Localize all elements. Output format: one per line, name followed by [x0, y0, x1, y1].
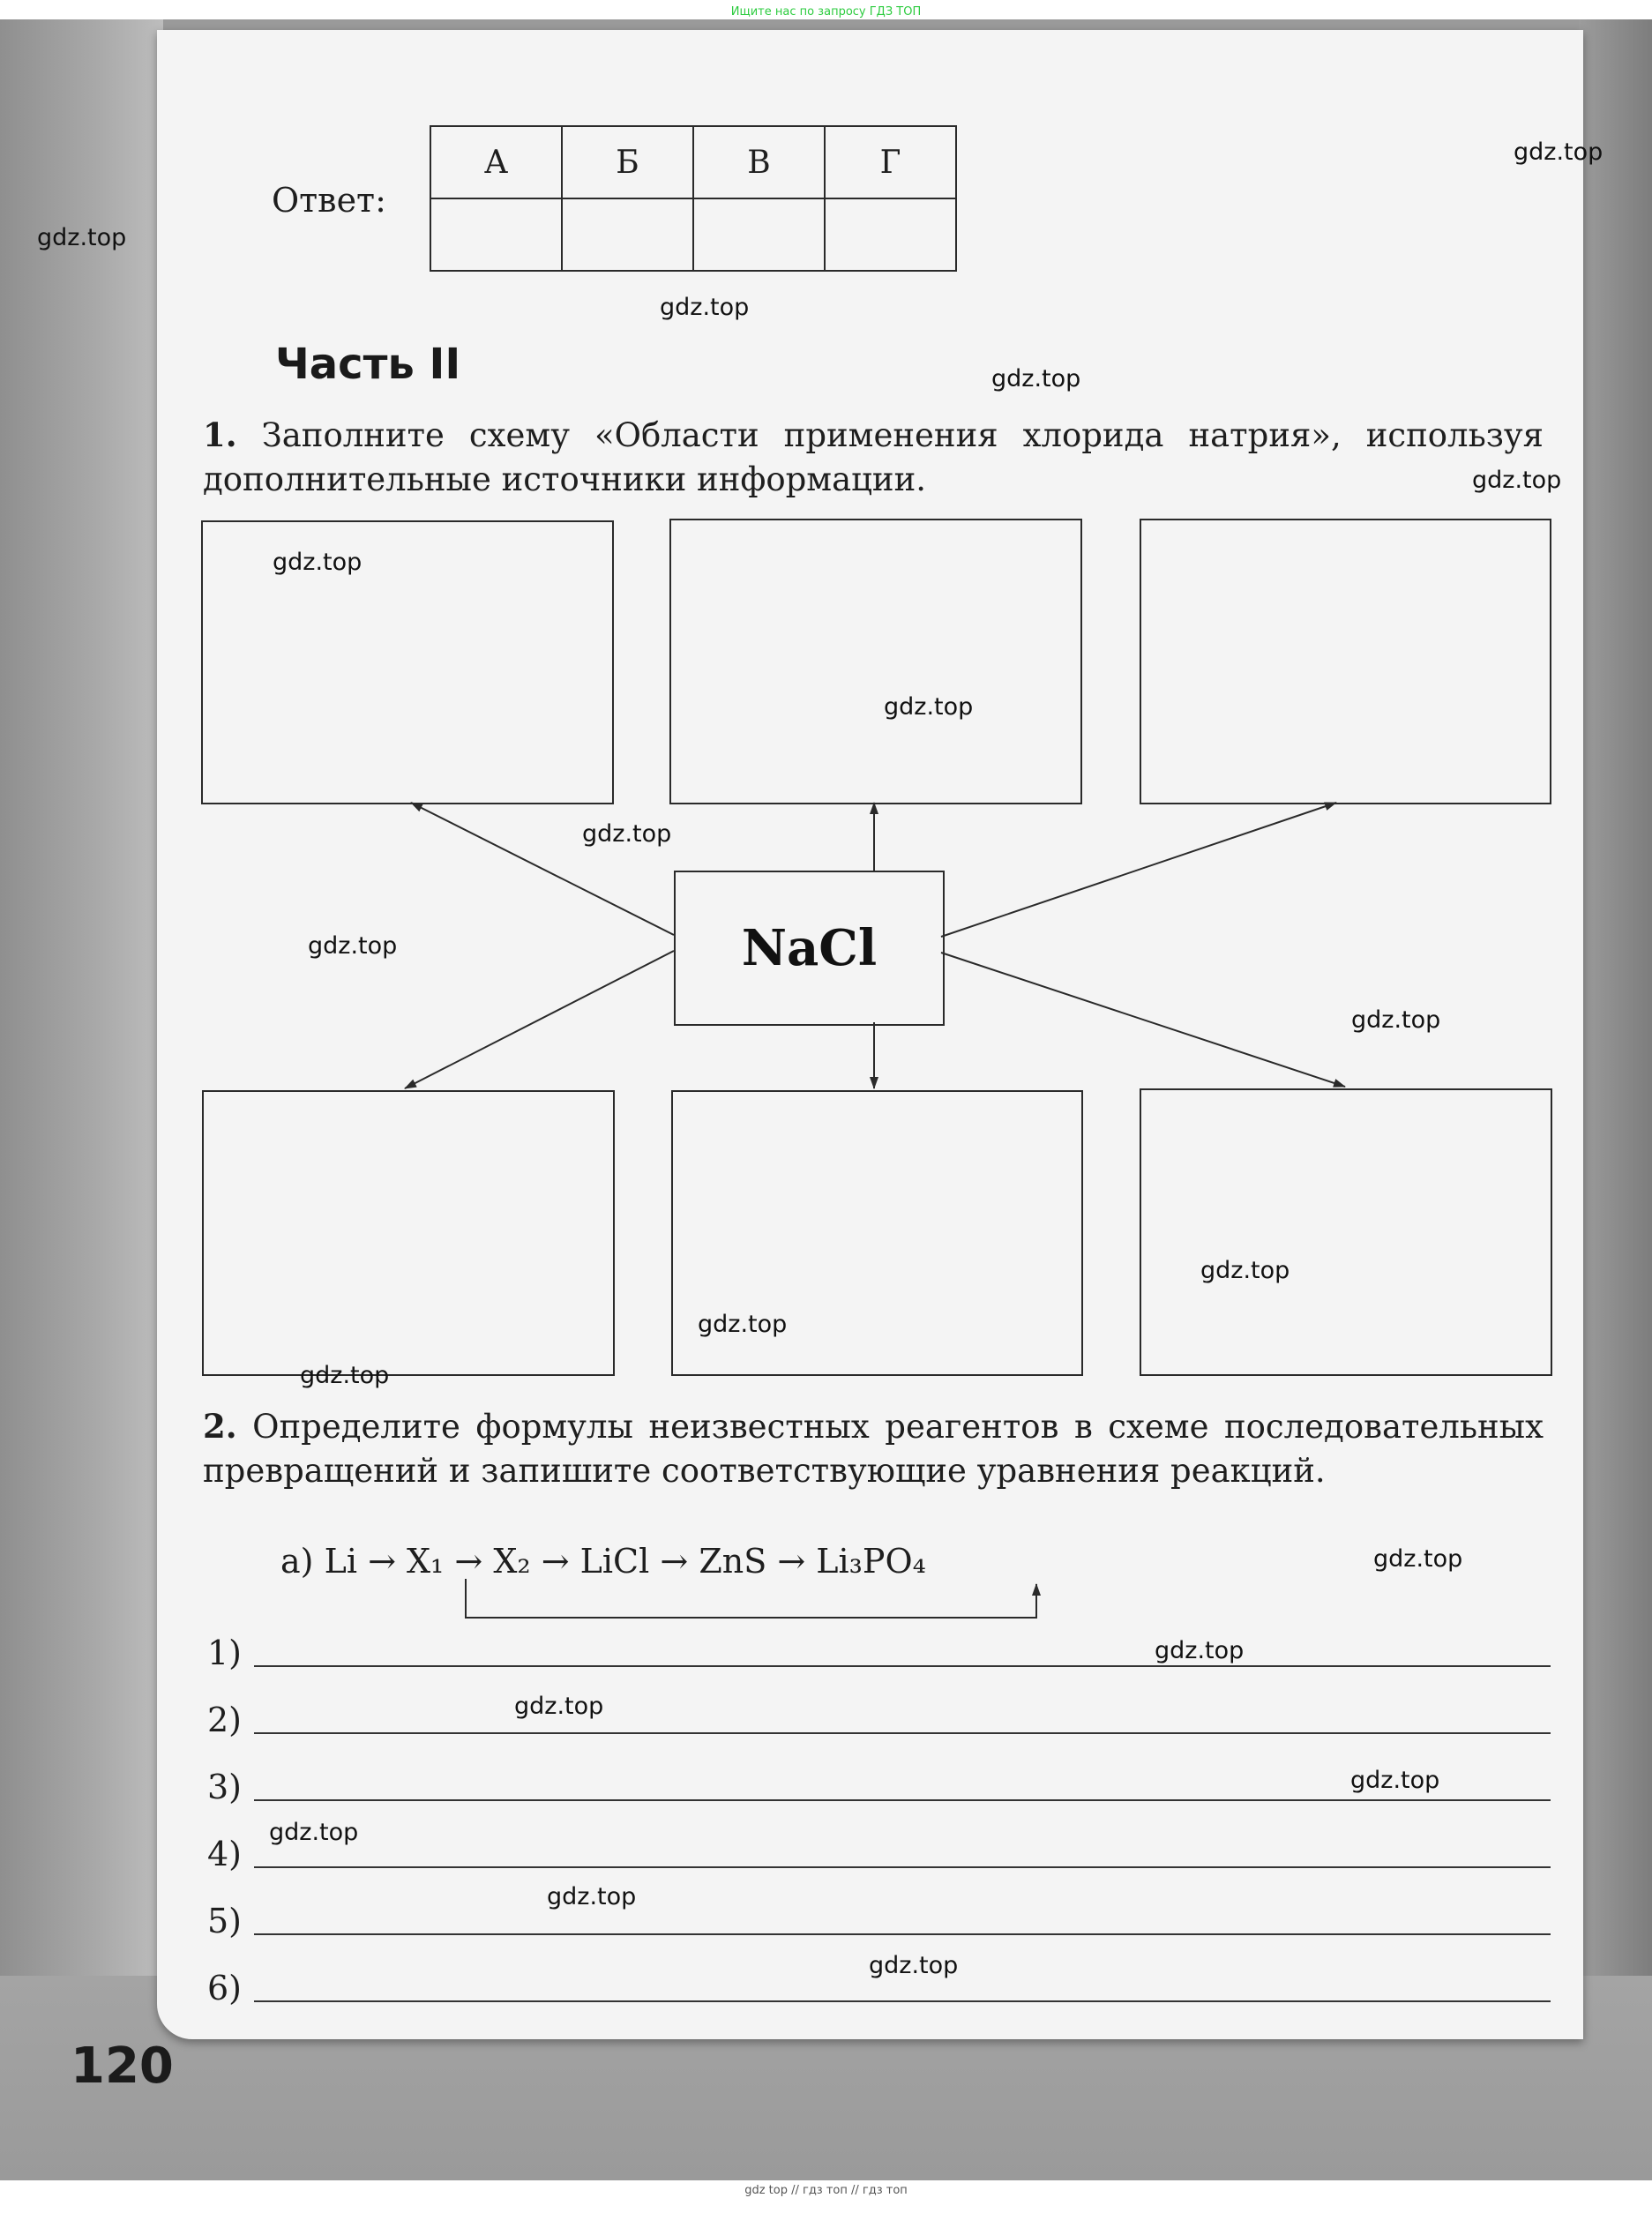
chain-bracket — [466, 1579, 1036, 1618]
watermark: gdz.top — [269, 1819, 359, 1846]
arrow-to-bottom-right — [941, 953, 1345, 1087]
chain-arrow: → — [454, 1542, 483, 1581]
watermark: gdz.top — [1155, 1637, 1245, 1664]
chain-arrow: → — [541, 1542, 570, 1581]
watermark: gdz.top — [698, 1311, 788, 1338]
watermark: gdz.top — [869, 1952, 959, 1979]
chain-item: Li — [324, 1542, 357, 1581]
watermark: gdz.top — [582, 820, 672, 848]
answer-write-line[interactable] — [254, 1866, 1551, 1868]
watermark: gdz.top — [1472, 467, 1562, 494]
section-title: Часть II — [275, 340, 461, 389]
bottom-footer[interactable]: gdz top // гдз топ // гдз топ — [744, 2184, 908, 2197]
nacl-center-box: NaCl — [674, 871, 945, 1026]
watermark: gdz.top — [1350, 1767, 1440, 1794]
watermark: gdz.top — [308, 932, 398, 960]
watermark: gdz.top — [1373, 1545, 1463, 1573]
chain-item: ZnS — [699, 1542, 767, 1581]
watermark: gdz.top — [884, 693, 974, 721]
answer-line-number: 4) — [207, 1835, 243, 1873]
watermark: gdz.top — [1200, 1257, 1290, 1284]
task-2-prompt — [203, 1404, 1544, 1493]
watermark: gdz.top — [273, 549, 363, 576]
watermark: gdz.top — [547, 1883, 637, 1910]
arrow-to-bottom-left — [405, 951, 674, 1088]
chain-arrow: → — [660, 1542, 689, 1581]
answer-write-line[interactable] — [254, 1799, 1551, 1801]
answer-line-number: 2) — [207, 1701, 243, 1739]
watermark: gdz.top — [991, 365, 1081, 393]
answer-line-number: 1) — [207, 1634, 243, 1672]
chain-item: X₂ — [493, 1542, 531, 1581]
chain-label: а) — [280, 1542, 314, 1581]
answer-line-number: 6) — [207, 1969, 243, 2007]
answer-header-b: Б — [562, 126, 693, 198]
task-1-text: Заполните схему «Области применения хлорида натрия», используя дополнительные источники информации. — [203, 416, 1544, 498]
chain-item: LiCl — [579, 1542, 650, 1581]
answer-label: Ответ: — [272, 181, 386, 220]
answer-header-v: В — [693, 126, 825, 198]
watermark: gdz.top — [1514, 138, 1603, 166]
watermark: gdz.top — [660, 294, 750, 321]
chain-arrow: → — [368, 1542, 396, 1581]
answer-header-g: Г — [825, 126, 956, 198]
answer-write-line[interactable] — [254, 1665, 1551, 1667]
answer-line-number: 3) — [207, 1768, 243, 1806]
task-2-text: Определите формулы неизвестных реагентов в схеме последовательных превращений и запишите соответствующие уравнения реакций. — [203, 1408, 1544, 1490]
answer-write-line[interactable] — [254, 2000, 1551, 2002]
watermark: gdz.top — [37, 224, 127, 251]
answer-header-a: А — [430, 126, 562, 198]
answer-write-line[interactable] — [254, 1732, 1551, 1734]
top-banner[interactable]: Ищите нас по запросу ГДЗ ТОП — [730, 5, 922, 19]
answer-line-number: 5) — [207, 1902, 243, 1940]
task-2-number: 2. — [203, 1407, 237, 1446]
reaction-chain — [280, 1542, 926, 1581]
watermark: gdz.top — [300, 1362, 390, 1389]
arrow-to-top-right — [941, 803, 1336, 937]
chain-item: Li₃PO₄ — [816, 1542, 926, 1581]
answer-write-line[interactable] — [254, 1933, 1551, 1935]
chain-item: X₁ — [407, 1542, 445, 1581]
task-1-number: 1. — [203, 415, 237, 454]
watermark: gdz.top — [1351, 1006, 1441, 1034]
chain-arrow: → — [777, 1542, 806, 1581]
page-number: 120 — [71, 2037, 174, 2095]
watermark: gdz.top — [514, 1693, 604, 1720]
